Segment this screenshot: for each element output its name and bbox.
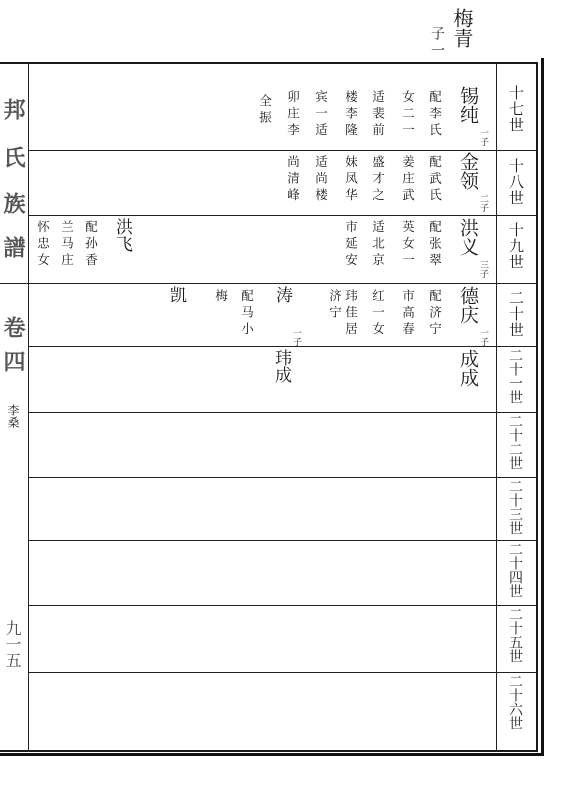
note-line: 宾一适 (313, 90, 329, 140)
person-name: 洪飞 (112, 218, 132, 252)
note-line: 盛才之 (370, 155, 386, 205)
person-tag: 三子 (478, 260, 488, 278)
person-tag: 一子 (291, 328, 301, 346)
spine-title-4: 譜 (0, 236, 26, 258)
generation-label: 十九世 (507, 222, 525, 270)
spine-title-5: 卷 (0, 316, 26, 338)
person-name: 金领 (457, 152, 479, 190)
generation-label: 二十一世 (507, 348, 523, 404)
note-line: 适北京 (370, 220, 386, 270)
note-line: 济宁 (327, 289, 343, 322)
row-divider (28, 605, 538, 606)
note-line: 市高春 (400, 289, 416, 339)
note-line: 怀忠女 (35, 220, 51, 270)
spine-title-6: 四 (0, 350, 26, 372)
note-line: 妹凤华 (343, 155, 359, 205)
frame-outer-right (541, 58, 544, 755)
note-line: 红一女 (370, 289, 386, 339)
note-line: 配李氏 (427, 90, 443, 140)
note-line: 适裴前 (370, 90, 386, 140)
person-tag: 一子 (478, 328, 488, 346)
person-name: 玮成 (271, 349, 291, 383)
note-line: 楼李隆 (343, 90, 359, 140)
generation-label: 十八世 (507, 158, 525, 206)
row-divider (28, 477, 538, 478)
note-line: 配武氏 (427, 155, 443, 205)
generation-label: 二十世 (507, 290, 525, 338)
row-divider (28, 150, 538, 151)
person-name: 凯 (166, 286, 186, 303)
row-divider (28, 215, 538, 216)
header-name: 梅青 (450, 8, 474, 48)
person-name: 成成 (457, 349, 479, 387)
generation-label: 二十五世 (507, 607, 523, 663)
spine-title-1: 邦 (0, 98, 26, 120)
generation-label: 二十四世 (507, 542, 523, 598)
generation-column-rule (496, 64, 497, 752)
note-line: 配张翠 (427, 220, 443, 270)
note-line: 配济宁 (427, 289, 443, 339)
note-line: 玮佳居 (343, 289, 359, 339)
note-line: 尚清峰 (285, 155, 301, 205)
spine-page: 九一五 (3, 620, 22, 668)
generation-label: 二十六世 (507, 674, 523, 730)
generation-label: 二十二世 (507, 414, 523, 470)
spine-title-3: 族 (0, 192, 26, 214)
note-line: 姜庄武 (400, 155, 416, 205)
person-name: 涛 (272, 286, 292, 303)
left-column-rule (28, 64, 29, 752)
row-divider (28, 672, 538, 673)
row-divider (0, 283, 538, 284)
person-tag: 一子 (478, 128, 488, 146)
generation-label: 十七世 (507, 85, 525, 133)
note-line: 卯庄李 (285, 90, 301, 140)
header-relation: 子一 (429, 26, 445, 60)
person-name: 德庆 (457, 286, 479, 324)
note-line: 配孙香 (83, 220, 99, 270)
frame-outer-bottom (0, 753, 544, 756)
note-line: 全振 (257, 94, 273, 127)
person-name: 锡纯 (457, 86, 479, 124)
generation-label: 二十三世 (507, 479, 523, 535)
note-line: 女二一 (400, 90, 416, 140)
person-tag: 二子 (478, 194, 488, 212)
row-divider (28, 540, 538, 541)
row-divider (28, 412, 538, 413)
note-line: 配马小 (239, 289, 255, 339)
note-line: 兰马庄 (59, 220, 75, 270)
spine-section: 李桑 (6, 404, 20, 428)
note-line: 英女一 (400, 220, 416, 270)
person-name: 洪义 (457, 218, 479, 256)
note-line: 市延安 (343, 220, 359, 270)
spine-title-2: 氏 (0, 146, 26, 168)
row-divider (28, 346, 538, 347)
note-line: 梅 (213, 289, 229, 306)
note-line: 适尚楼 (313, 155, 329, 205)
